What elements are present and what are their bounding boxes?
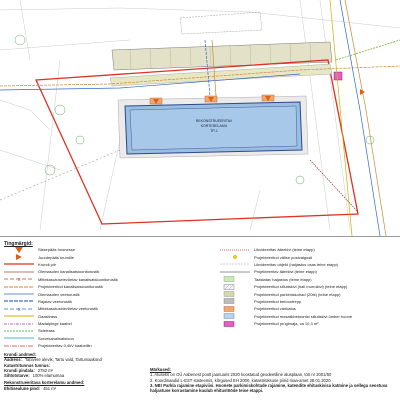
building-label-1: REKONSTRUEERITAV (195, 119, 233, 123)
legend-item-label: Projekteeritud prügimaja, ca 10,3 m² (254, 321, 319, 327)
legend-item (220, 246, 398, 253)
red-symbol-icon (4, 261, 34, 267)
olive-symbol-icon (220, 291, 250, 297)
data-row-key: Katastritunnus tunnus: (4, 362, 51, 368)
legend-item (220, 305, 398, 312)
blue-dash-symbol-icon (4, 298, 34, 304)
yellow-symbol-icon (4, 313, 34, 319)
brown-dash-symbol-icon (4, 284, 34, 290)
legend-area (0, 236, 400, 412)
blue-symbol-icon (4, 291, 34, 297)
green-symbol-icon (4, 328, 34, 334)
legend-item (4, 253, 194, 260)
legend-item (4, 305, 194, 312)
data-row-key: Krundi pindala: (4, 367, 35, 373)
data-row-key: Ehitisealune pind: (4, 385, 41, 391)
lamp-symbol-icon (220, 254, 250, 260)
legend-item (4, 290, 194, 297)
entrance-symbol-icon (4, 247, 34, 253)
legend-item (4, 298, 194, 305)
legend-item-label: Sidetrass (38, 328, 55, 334)
legend-item (4, 276, 194, 283)
legend-item-label: Projekteeritav äärekivi (teine etapp) (254, 269, 317, 275)
brown-x-symbol-icon (4, 276, 34, 282)
svg-text:x: x (18, 277, 21, 283)
legend-right-column (220, 246, 398, 327)
legend-title: Tingmärgid: (4, 241, 33, 247)
legend-item (4, 246, 194, 253)
note-item: 2. Koordinaadid L-EST süsteemis, kõrgused EH 2000, katastriüksuse piirid maa-amet 28.01.2020 (150, 377, 331, 383)
building-label-2: KORTERELAMU (200, 124, 228, 128)
blue-fill-symbol-icon (220, 313, 250, 319)
data-row-key: Sihtotstarve: (4, 373, 30, 379)
lik-obj-symbol-icon (220, 261, 250, 267)
legend-item-label: Projekteeritav 0,4kV kaabelliin (38, 343, 92, 349)
legend-item-label: Taastatav haljastus (teine etapp) (254, 276, 312, 282)
legend-item-label: Juurdepääs krundile (38, 254, 75, 260)
orange-symbol-icon (4, 343, 34, 349)
svg-text:x: x (18, 306, 21, 312)
legend-item (220, 268, 398, 275)
data-row-value: 100% elamumaa (32, 373, 65, 379)
data-row-key: Aadress: (4, 357, 22, 363)
note-item: 1. Aluseks on OÜ Aabenest poolt jaanuaris 2020 koostatud geodeetiline alusplaan, töö nr 2001/50 (150, 372, 332, 378)
legend-item (220, 283, 398, 290)
purple-symbol-icon (4, 321, 34, 327)
legend-item (220, 253, 398, 260)
brown-symbol-icon (4, 269, 34, 275)
grey-symbol-icon (220, 298, 250, 304)
cyan-symbol-icon (4, 335, 34, 341)
pink-fill-symbol-icon (220, 321, 250, 327)
legend-item-label: Projekteeritud mosaiikbetoonist sillutiskivi ümber hoone (254, 313, 353, 319)
legend-item (220, 320, 398, 327)
legend-item-label: Mittekasutuselevõetav veetorustik (38, 306, 99, 312)
legend-item (4, 342, 194, 349)
legend-item-label: Rajatav veetorustik (38, 298, 73, 304)
legend-item (220, 298, 398, 305)
legend-item-label: Projekteeritud sillutiskivi (hall murrukivi) (teine etapp) (254, 284, 348, 290)
legend-item-label: Olemasolev veetorustik (38, 291, 80, 297)
legend-item-label: Projekteeritud välise postvalgusti (254, 254, 313, 260)
data-row-value: 451 m² (43, 385, 57, 391)
building-label-3: TP-1 (210, 129, 218, 133)
plot-data-heading: Krundi andmed: (4, 352, 37, 357)
legend-item (4, 313, 194, 320)
legend-left-column (4, 246, 194, 349)
legend-item (4, 320, 194, 327)
legend-item-label: Krundi piir (38, 261, 57, 267)
data-row-value: 2782 m² (37, 367, 54, 373)
curb-symbol-icon (220, 269, 250, 275)
legend-item (4, 335, 194, 342)
note-item: 3. NB! Parkla rajamine etapiviisi. Hoonete parkimiskohtade rajamine, katendite ehituskivisa katmine ja sellega seostuva haljastuse korrastamine kuulub ehitustööde teise etappi. (150, 382, 388, 394)
orange-fill-symbol-icon (220, 306, 250, 312)
blue-x-symbol-icon (4, 306, 34, 312)
legend-item (4, 327, 194, 334)
hatch-symbol-icon (220, 284, 250, 290)
legend-item-label: Sissepääs hoonesse (38, 247, 75, 253)
legend-item (4, 261, 194, 268)
legend-item (4, 268, 194, 275)
legend-item-label: Projekteeritud kanalisatsioonitorustik (38, 284, 103, 290)
green-fill-symbol-icon (220, 276, 250, 282)
data-row-value: Tabivere alevik, Tartu vald, Tartumaakond (24, 357, 102, 363)
legend-item-label: Olemasolev kanalisatsioonitorustik (38, 269, 100, 275)
legend-item-label: Likvideeritav äärekivi (teine etapp) (254, 247, 315, 253)
legend-item-label: Gaasitrass (38, 313, 58, 319)
building-data-heading: Rekonstrueeritava korterelamu andmed: (4, 380, 85, 386)
legend-item-label: Projekteeritud betoontrepp (254, 298, 302, 304)
legend-item (220, 276, 398, 283)
legend-item (220, 261, 398, 268)
legend-item-label: Sorvekanalisatsioon (38, 335, 74, 341)
legend-item (220, 290, 398, 297)
legend-item-label: Mittekasutuselevõetav kanalisatsioonitorustik (38, 276, 118, 282)
legend-item (220, 313, 398, 320)
legend-item-label: Likvideeritav objekt (haljastus osas teine etapp) (254, 261, 339, 267)
lik-symbol-icon (220, 247, 250, 253)
legend-item-label: Madalpinge kaabel (38, 321, 72, 327)
garbage-house (334, 72, 342, 80)
legend-item-label: Projekteeritud varikatus (254, 306, 296, 312)
notes-heading: Märkused: (150, 367, 171, 372)
access-symbol-icon (4, 254, 34, 260)
legend-item (4, 283, 194, 290)
notes-block (150, 367, 396, 393)
legend-item-label: Projekteeritud parkimiskohad (20tk) (teine etapp) (254, 291, 341, 297)
